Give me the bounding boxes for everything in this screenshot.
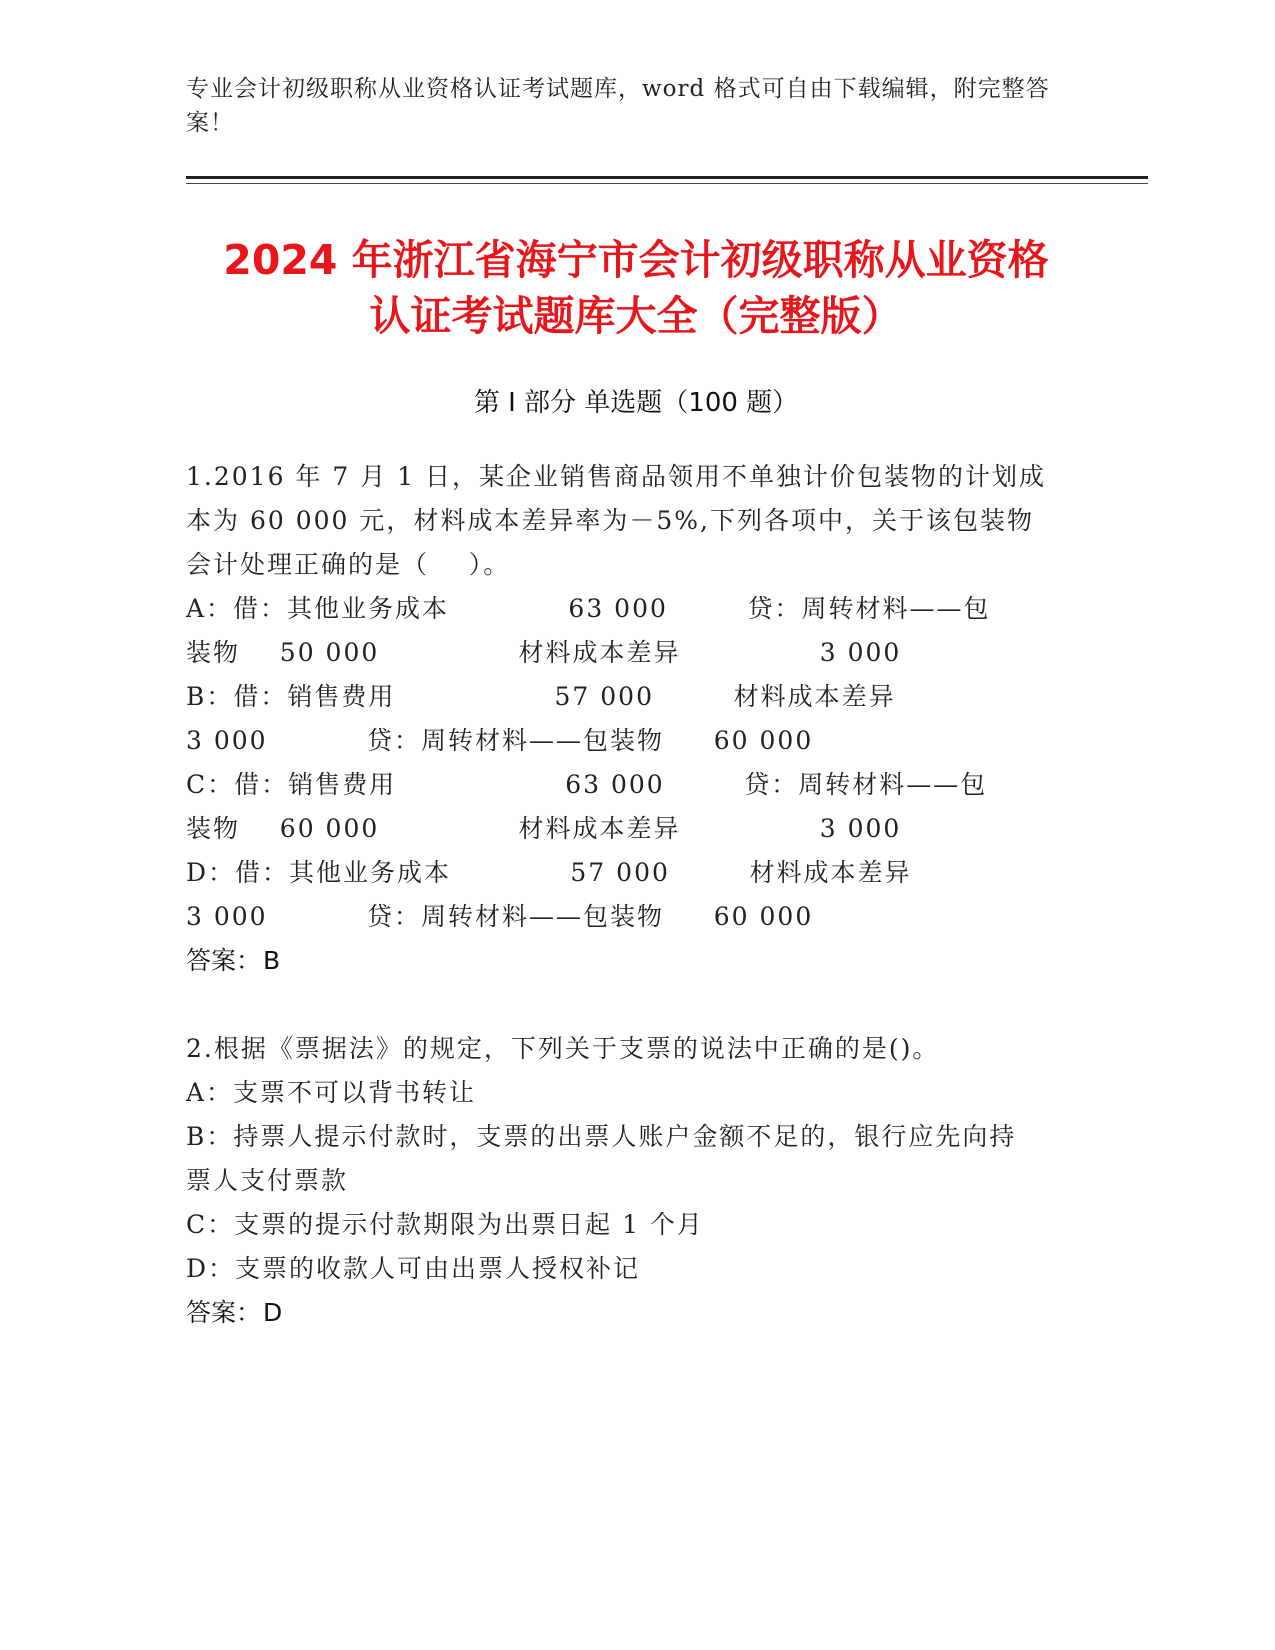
question-1-option-d: D：借：其他业务成本 57 000 材料成本差异 [186, 858, 912, 887]
question-1-option-d-cont: 3 000 贷：周转材料——包装物 60 000 [186, 902, 814, 931]
answer-value: B [263, 946, 281, 975]
answer-value: D [263, 1298, 283, 1327]
document-title [186, 232, 1086, 344]
question-2-option-d: D：支票的收款人可由出票人授权补记 [186, 1254, 641, 1283]
question-1-option-c: C：借：销售费用 63 000 贷：周转材料——包 [186, 770, 988, 799]
question-2-option-b: B：持票人提示付款时，支票的出票人账户金额不足的，银行应先向持 [186, 1122, 1017, 1151]
question-1-option-a-cont: 装物 50 000 材料成本差异 3 000 [186, 638, 902, 667]
question-2-option-c: C：支票的提示付款期限为出票日起 1 个月 [186, 1210, 704, 1239]
question-1-stem-line: 1.2016 年 7 月 1 日，某企业销售商品领用不单独计价包装物的计划成 [186, 462, 1047, 491]
section-heading: 第 I 部分 单选题（100 题） [473, 388, 799, 418]
question-1-option-b: B：借：销售费用 57 000 材料成本差异 [186, 682, 896, 711]
header-note [186, 72, 1066, 140]
title-line: 2024 年浙江省海宁市会计初级职称从业资格 [223, 236, 1049, 284]
title-line: 认证考试题库大全（完整版） [369, 292, 903, 340]
question-2-stem-line: 2.根据《票据法》的规定，下列关于支票的说法中正确的是()。 [186, 1034, 940, 1063]
header-divider-thick [186, 176, 1148, 179]
question-1-answer [186, 944, 280, 978]
question-1-option-c-cont: 装物 60 000 材料成本差异 3 000 [186, 814, 902, 843]
answer-label: 答案： [186, 946, 262, 975]
question-2-option-a: A：支票不可以背书转让 [186, 1078, 477, 1107]
answer-label: 答案： [186, 1298, 262, 1327]
question-2-answer [186, 1296, 282, 1330]
header-note-line: 专业会计初级职称从业资格认证考试题库，word 格式可自由下载编辑，附完整答 [186, 76, 1050, 102]
question-1-option-b-cont: 3 000 贷：周转材料——包装物 60 000 [186, 726, 814, 755]
question-1-option-a: A：借：其他业务成本 63 000 贷：周转材料——包 [186, 594, 991, 623]
header-note-line: 案！ [186, 110, 234, 136]
question-2-option-b-cont: 票人支付票款 [186, 1166, 349, 1195]
header-divider-thin [186, 183, 1148, 184]
question-1-stem-line: 会计处理正确的是（ ）。 [186, 550, 511, 579]
question-1-stem-line: 本为 60 000 元，材料成本差异率为－5%,下列各项中，关于该包装物 [186, 506, 1034, 535]
